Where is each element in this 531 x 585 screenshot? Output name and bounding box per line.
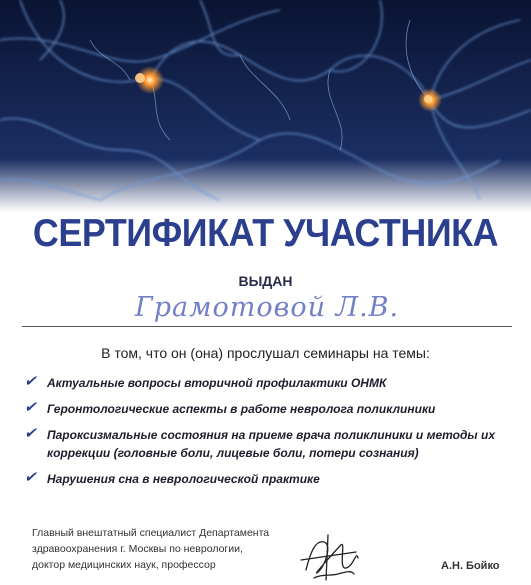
neuron-banner-image [0,0,531,212]
signer-name: А.Н. Бойко [441,560,500,572]
topic-text: Нарушения сна в неврологической практике [47,472,320,486]
check-icon: ✔ [24,425,37,442]
topic-text: Пароксизмальные состояния на приеме врача поликлиники и методы их коррекции (головные боли, лицевые боли, потери сознания) [47,428,495,460]
topic-text: Геронтологические аспекты в работе невролога поликлиники [47,402,436,416]
intro-text: В том, что он (она) прослушал семинары на темы: [101,345,430,361]
certificate-title: СЕРТИФИКАТ УЧАСТНИКА [32,212,499,255]
recipient-name: Грамотовой Л.В. [134,292,400,323]
signer-position-line: Главный внештатный специалист Департамента [32,527,270,539]
handwritten-signature [296,530,366,585]
signer-position [32,525,312,573]
topic-item [22,426,522,462]
topic-item [22,470,522,488]
check-icon: ✔ [24,373,37,390]
signer-position-line: доктор медицинских наук, профессор [32,559,216,571]
topic-item [22,400,522,418]
check-icon: ✔ [24,469,37,486]
topics-list [22,374,522,496]
signer-position-line: здравоохранения г. Москвы по неврологии, [32,543,243,555]
issued-label: ВЫДАН [238,273,293,289]
recipient-underline [22,326,512,327]
topic-item [22,374,522,392]
topic-text: Актуальные вопросы вторичной профилактики ОНМК [47,376,387,390]
check-icon: ✔ [24,399,37,416]
